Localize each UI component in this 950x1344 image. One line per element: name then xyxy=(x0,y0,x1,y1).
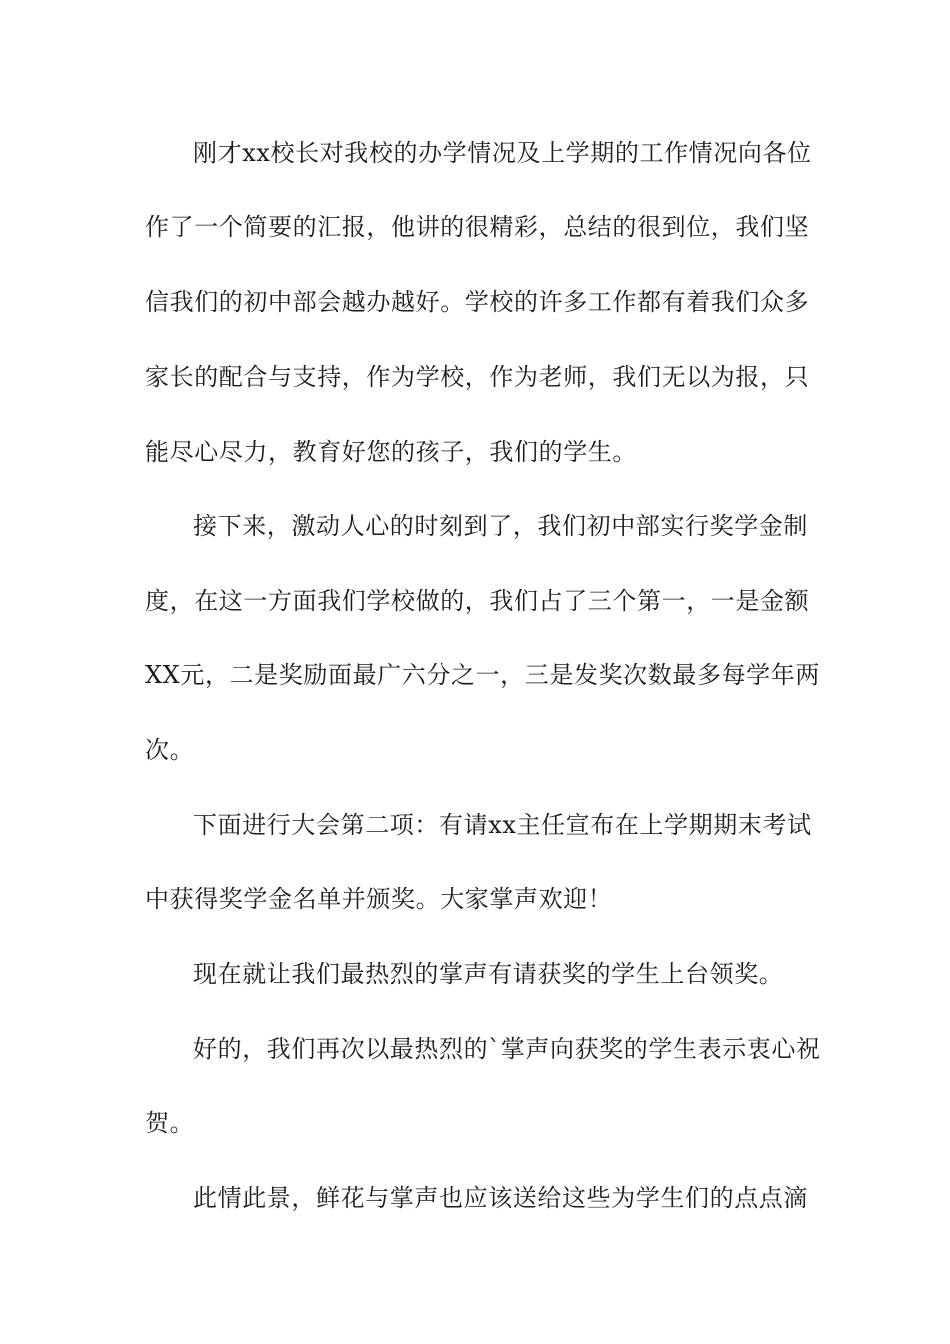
paragraph-5-line-1: 好的，我们再次以最热烈的`掌声向获奖的学生表示衷心祝 xyxy=(193,1035,821,1063)
paragraph-3-line-1: 下面进行大会第二项：有请xx主任宣布在上学期期末考试 xyxy=(193,811,812,839)
paragraph-2-line-3: XX元，二是奖励面最广六分之一，三是发奖次数最多每学年两 xyxy=(145,661,820,689)
paragraph-3-line-2: 中获得奖学金名单并颁奖。大家掌声欢迎！ xyxy=(145,885,613,913)
paragraph-1-line-4: 家长的配合与支持，作为学校，作为老师，我们无以为报，只 xyxy=(145,363,810,391)
paragraph-2-line-2: 度，在这一方面我们学校做的，我们占了三个第一，一是金额 xyxy=(145,587,810,615)
paragraph-1-line-2: 作了一个简要的汇报，他讲的很精彩，总结的很到位，我们坚 xyxy=(145,213,810,241)
paragraph-4-line-1: 现在就让我们最热烈的掌声有请获奖的学生上台领奖。 xyxy=(193,960,784,988)
paragraph-5-line-2: 贺。 xyxy=(145,1109,195,1137)
paragraph-6-line-1: 此情此景，鲜花与掌声也应该送给这些为学生们的点点滴 xyxy=(193,1184,808,1212)
paragraph-1-line-3: 信我们的初中部会越办越好。学校的许多工作都有着我们众多 xyxy=(145,288,810,316)
paragraph-1-line-1: 刚才xx校长对我校的办学情况及上学期的工作情况向各位 xyxy=(193,139,812,167)
paragraph-1-line-5: 能尽心尽力，教育好您的孩子，我们的学生。 xyxy=(145,438,637,466)
paragraph-2-line-4: 次。 xyxy=(145,736,195,764)
paragraph-2-line-1: 接下来，激动人心的时刻到了，我们初中部实行奖学金制 xyxy=(193,512,808,540)
